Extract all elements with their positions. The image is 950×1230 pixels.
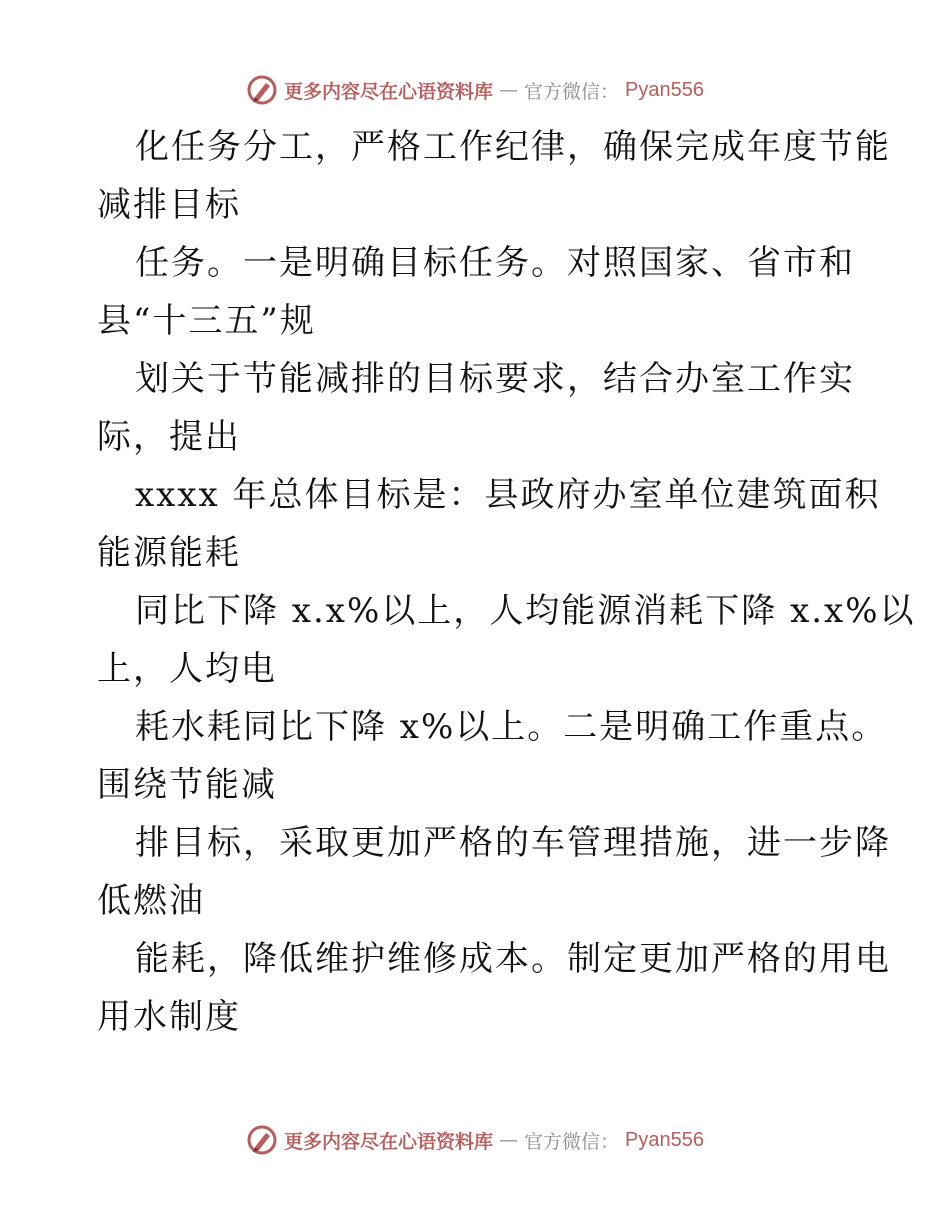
paragraph	[97, 582, 916, 698]
paragraph	[97, 234, 857, 350]
header-banner	[0, 70, 950, 110]
paragraph-line-2: 低燃油	[97, 881, 205, 921]
footer-banner-content	[246, 1124, 704, 1156]
paragraph-line-2: 际，提出	[97, 417, 241, 457]
footer-contact-label: 官方微信：	[524, 1130, 620, 1153]
paragraph-line-1: 任务。一是明确目标任务。对照国家、省市和	[135, 243, 855, 283]
paragraph	[97, 698, 888, 814]
header-banner-content	[246, 74, 704, 106]
paragraph	[97, 930, 891, 1046]
paragraph-line-2: 能源能耗	[97, 533, 241, 573]
footer-separator: —	[499, 1129, 519, 1151]
paragraph-line-1: 能耗，降低维护维修成本。制定更加严格的用电	[135, 939, 891, 979]
header-contact-id: Pyan556	[625, 78, 704, 101]
footer-contact-id: Pyan556	[625, 1128, 704, 1151]
header-contact-label: 官方微信：	[524, 80, 620, 103]
paragraph-line-1: 划关于节能减排的目标要求，结合办室工作实	[135, 359, 855, 399]
header-brand-text: 更多内容尽在心语资料库	[284, 80, 494, 103]
paragraph	[97, 118, 891, 234]
paragraph-line-1: xxxx 年总体目标是：县政府办室单位建筑面积	[135, 475, 881, 515]
paragraph-line-1: 耗水耗同比下降 x%以上。二是明确工作重点。	[135, 707, 888, 747]
paragraph-line-1: 排目标，采取更加严格的车管理措施，进一步降	[135, 823, 891, 863]
paragraph-line-1: 化任务分工，严格工作纪律，确保完成年度节能	[135, 127, 891, 167]
paragraph-line-2: 减排目标	[97, 185, 241, 225]
pen-logo-icon	[246, 1124, 278, 1156]
paragraph-line-2: 县“十三五”规	[97, 301, 316, 341]
paragraph-line-2: 上，人均电	[97, 649, 277, 689]
document-body	[97, 118, 916, 1046]
paragraph	[97, 350, 857, 466]
paragraph-line-2: 用水制度	[97, 997, 241, 1037]
footer-banner	[0, 1120, 950, 1160]
paragraph-line-1: 同比下降 x.x%以上，人均能源消耗下降 x.x%以	[135, 591, 916, 631]
paragraph	[97, 466, 881, 582]
pen-logo-icon	[246, 74, 278, 106]
paragraph-line-2: 围绕节能减	[97, 765, 277, 805]
footer-brand-text: 更多内容尽在心语资料库	[284, 1130, 494, 1153]
paragraph	[97, 814, 891, 930]
header-separator: —	[499, 79, 519, 101]
